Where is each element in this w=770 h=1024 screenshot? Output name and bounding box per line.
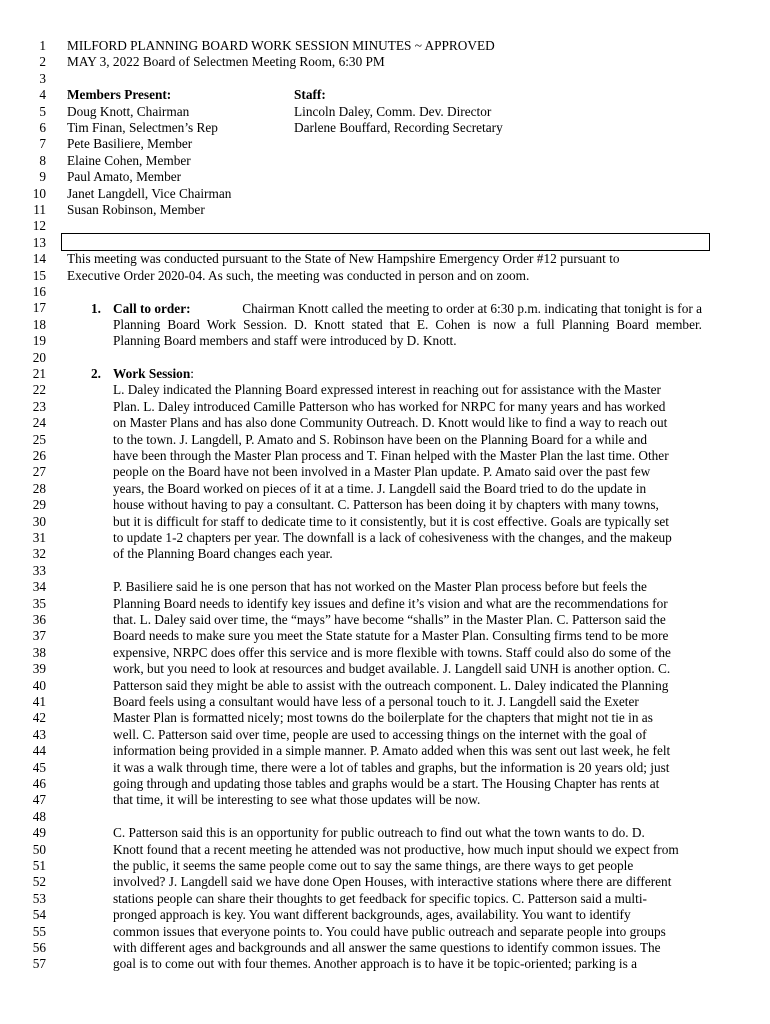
paragraph-line: C. Patterson said this is an opportunity for public outreach to find out what the town wants to do. D. (113, 825, 645, 841)
line-number: 46 (32, 776, 46, 791)
line-number: 52 (32, 874, 46, 890)
paragraph-line: L. Daley indicated the Planning Board expressed interest in reaching out for assistance with the Master (113, 382, 661, 398)
paragraph-line: with different ages and backgrounds and all answer the same questions to identify common issues. The (113, 940, 661, 955)
paragraph-line: expensive, NRPC does offer this service and is more flexible with towns. Staff could also do some of the (113, 644, 671, 660)
member-entry: Janet Langdell, Vice Chairman (67, 185, 232, 201)
line-number: 7 (39, 136, 46, 152)
paragraph-line: Planning Board needs to identify key issues and define it’s vision and what are the recommendations for (113, 595, 668, 611)
item-2-heading (113, 366, 194, 382)
paragraph-line: work, but you need to look at resources and budget available. J. Langdell said UNH is another option. C. (113, 661, 671, 677)
member-entry: Pete Basiliere, Member (67, 136, 193, 152)
line-number: 48 (32, 808, 46, 824)
line-number: 18 (32, 316, 46, 332)
line-number: 32 (32, 546, 46, 562)
item-2-heading-text: Work Session (113, 366, 191, 382)
line-number: 39 (32, 661, 46, 677)
line-number: 27 (32, 464, 46, 480)
item-1-heading: Call to order: (113, 300, 191, 316)
line-number: 5 (39, 103, 46, 119)
item-1-number: 1. (91, 300, 101, 316)
paragraph-line: information being provided in a simple manner. P. Amato added when this was sent out last week, he felt (113, 743, 671, 759)
line-number: 1 (39, 38, 46, 53)
line-number: 57 (32, 956, 46, 972)
line-number: 44 (32, 743, 46, 759)
line-number: 56 (32, 940, 46, 955)
item-2-heading-colon: : (190, 366, 194, 382)
line-number: 10 (32, 185, 46, 201)
line-number: 34 (32, 579, 46, 595)
member-entry: Paul Amato, Member (67, 169, 182, 185)
line-number: 41 (32, 694, 46, 709)
item-1-line: Planning Board members and staff were introduced by D. Knott. (113, 333, 457, 349)
line-number: 54 (32, 907, 46, 923)
intro-line: This meeting was conducted pursuant to the State of New Hampshire Emergency Order #12 pursuant to (67, 251, 620, 267)
line-number: 37 (32, 628, 46, 644)
line-number: 30 (32, 513, 46, 529)
paragraph-line: of the Planning Board changes each year. (113, 546, 333, 562)
paragraph-line: goal is to come out with four themes. Another approach is to have it be topic-oriented; parking is a (113, 956, 637, 972)
line-number: 42 (32, 710, 46, 726)
paragraph-line: but it is difficult for staff to dedicate time to it consistently, but it is cost effective. Goals are typically set (113, 513, 670, 529)
paragraph-line: well. C. Patterson said over time, people are used to accessing things on the internet with the goal of (113, 726, 647, 742)
paragraph-line: Plan. L. Daley introduced Camille Patterson who has worked for NRPC for many years and has worked (113, 398, 666, 414)
members-heading: Members Present: (67, 87, 172, 103)
paragraph-line: Master Plan is formatted nicely; most towns do the boilerplate for the chapters that might not tie in as (113, 710, 653, 726)
member-entry: Doug Knott, Chairman (67, 103, 190, 119)
document-title: MILFORD PLANNING BOARD WORK SESSION MINUTES ~ APPROVED (67, 38, 495, 53)
line-number: 24 (32, 415, 46, 431)
line-number: 11 (33, 202, 46, 217)
line-number: 15 (32, 267, 46, 283)
line-number: 17 (32, 300, 46, 316)
meeting-date-location: MAY 3, 2022 Board of Selectmen Meeting Room, 6:30 PM (67, 54, 385, 70)
item-2-number: 2. (91, 366, 101, 382)
line-number: 29 (32, 497, 46, 513)
line-number: 35 (32, 595, 46, 611)
staff-heading: Staff: (294, 87, 326, 103)
intro-line: Executive Order 2020-04. As such, the meeting was conducted in person and on zoom. (67, 267, 530, 283)
paragraph-line: on Master Plans and has also done Community Outreach. D. Knott would like to find a way to reach out (113, 415, 668, 431)
line-number: 51 (32, 858, 46, 873)
separator-box (61, 233, 710, 251)
paragraph-line: common issues that everyone points to. You could have public outreach and separate people into groups (113, 923, 666, 939)
paragraph-line: to the town. J. Langdell, P. Amato and S. Robinson have been on the Planning Board for a while and (113, 431, 648, 447)
line-number: 8 (39, 152, 46, 168)
line-number: 22 (32, 382, 46, 398)
paragraph-line: involved? J. Langdell said we have done Open Houses, with interactive stations where there are different (113, 874, 672, 890)
paragraph-line: that time, it will be interesting to see what those updates will be now. (113, 792, 481, 808)
line-number: 38 (32, 644, 46, 660)
paragraph-line: Patterson said they might be able to assist with the outreach component. L. Daley indicated the Planning (113, 677, 669, 693)
line-number: 49 (32, 825, 46, 841)
line-number: 26 (32, 448, 46, 463)
line-number: 40 (32, 677, 46, 693)
member-entry: Tim Finan, Selectmen’s Rep (67, 120, 218, 135)
line-number: 23 (32, 398, 46, 414)
item-1-first-line-text: Chairman Knott called the meeting to order at 6:30 p.m. indicating that tonight is for a (242, 300, 702, 316)
line-number: 36 (32, 612, 46, 627)
line-number: 55 (32, 923, 46, 939)
paragraph-line: pronged approach is key. You want different backgrounds, ages, availability. You want to identify (113, 907, 631, 923)
line-number: 14 (32, 251, 46, 267)
paragraph-line: Knott found that a recent meeting he attended was not productive, how much input should we expect from (113, 841, 679, 857)
paragraph-line: have been through the Master Plan process and T. Finan helped with the Master Plan the last time. Other (113, 448, 669, 463)
paragraph-line: stations people can share their thoughts to get feedback for specific topics. C. Patterson said a multi- (113, 890, 647, 906)
member-entry: Susan Robinson, Member (67, 202, 205, 217)
staff-entry: Lincoln Daley, Comm. Dev. Director (294, 103, 492, 119)
paragraph-line: years, the Board worked on pieces of it at a time. J. Langdell said the Board tried to do the update in (113, 480, 647, 496)
line-number: 9 (39, 169, 46, 185)
item-1-line: Planning Board Work Session. D. Knott stated that E. Cohen is now a full Planning Board member. (113, 316, 702, 332)
line-number: 13 (32, 234, 46, 250)
staff-entry: Darlene Bouffard, Recording Secretary (294, 120, 503, 135)
line-number: 25 (32, 431, 46, 447)
line-number: 12 (32, 218, 46, 234)
paragraph-line: the public, it seems the same people come out to say the same things, are there ways to get people (113, 858, 634, 873)
line-number: 2 (39, 54, 46, 70)
paragraph-line: going through and updating those tables and graphs would be a start. The Housing Chapter has rents at (113, 776, 660, 791)
paragraph-line: P. Basiliere said he is one person that has not worked on the Master Plan process before but feels the (113, 579, 647, 595)
paragraph-line: people on the Board have not been involved in a Master Plan update. P. Amato said over the past few (113, 464, 651, 480)
line-number: 45 (32, 759, 46, 775)
line-number: 28 (32, 480, 46, 496)
paragraph-line: Board needs to make sure you meet the State statute for a Master Plan. Consulting firms tend to be more (113, 628, 669, 644)
paragraph-line: it was a walk through time, there were a lot of tables and graphs, but the information is 20 years old; just (113, 759, 670, 775)
line-number: 43 (32, 726, 46, 742)
line-number: 21 (32, 366, 46, 381)
paragraph-line: Board feels using a consultant would have less of a personal touch to it. J. Langdell said the Exeter (113, 694, 639, 709)
line-number: 33 (32, 562, 46, 578)
item-1-first-line (113, 301, 702, 317)
line-number: 31 (32, 530, 46, 545)
paragraph-line: house without having to pay a consultant. C. Patterson has been doing it by chapters with many towns, (113, 497, 659, 513)
line-number: 4 (39, 87, 46, 103)
line-number: 47 (32, 792, 46, 808)
line-number: 53 (32, 890, 46, 906)
line-number: 19 (32, 333, 46, 349)
line-number: 16 (32, 284, 46, 299)
member-entry: Elaine Cohen, Member (67, 152, 191, 168)
line-number: 6 (39, 120, 46, 135)
line-number: 50 (32, 841, 46, 857)
line-number: 20 (32, 349, 46, 365)
paragraph-line: that. L. Daley said over time, the “mays” have become “shalls” in the Master Plan. C. Patterson said the (113, 612, 666, 627)
line-number: 3 (39, 70, 46, 86)
paragraph-line: to update 1-2 chapters per year. The downfall is a lack of cohesiveness with the changes, and the makeup (113, 530, 672, 545)
